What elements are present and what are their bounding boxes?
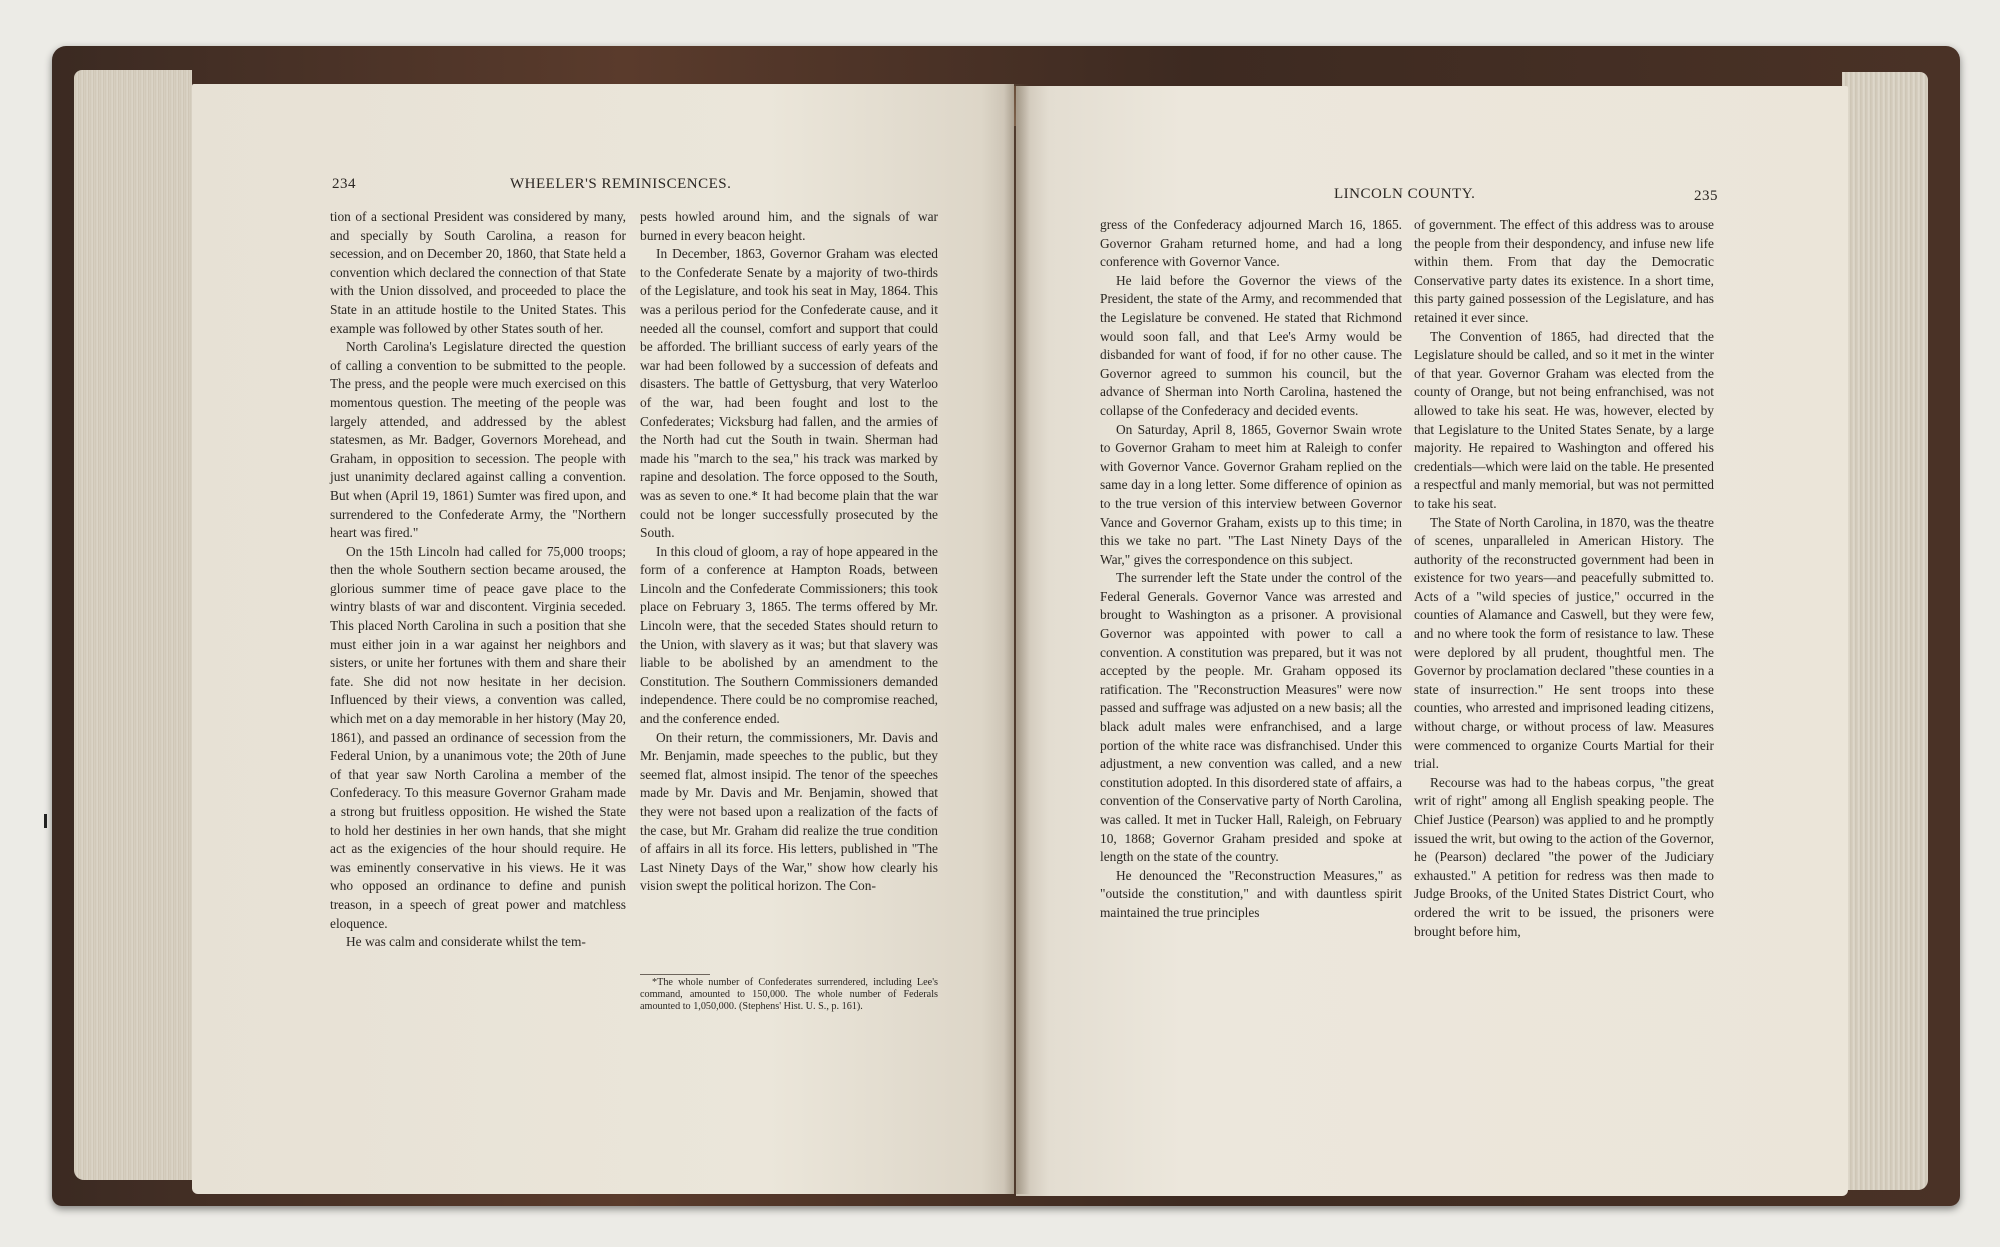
paragraph: In this cloud of gloom, a ray of hope appeared in the form of a conference at Hampton Roads, between Lincoln and the Confederate Commissioners; this took place on February 3, 1865. The terms offered by Mr. Lincoln were, that the seceded States should return to the Union, with slavery as it was; but that slavery was liable to be abolished by an amendment to the Constitution. The Southern Commissioners demanded independence. There could be no compromise reached, and the conference ended. bbox=[640, 543, 938, 727]
page-edges-left bbox=[74, 70, 192, 1180]
right-column-2 bbox=[1414, 216, 1714, 941]
right-column-1 bbox=[1100, 216, 1402, 923]
page-edges-right bbox=[1842, 72, 1928, 1190]
paragraph: In December, 1863, Governor Graham was elected to the Confederate Senate by a majority of two-thirds of the Legislature, and took his seat in May, 1864. This was a perilous period for the Confederate cause, and it needed all the counsel, comfort and support that could be afforded. The brilliant success of early years of the war had been followed by a succession of defeats and disasters. The battle of Gettysburg, that very Waterloo of the war, had been fought and lost to the Confederates; Vicksburg had fallen, and the armies of the North had cut the South in twain. Sherman had made his "march to the sea," his track was marked by rapine and desolation. The force opposed to the South, was as seven to one.* It had become plain that the war could not be longer successfully prosecuted by the South. bbox=[640, 246, 938, 541]
right-running-head: LINCOLN COUNTY. bbox=[1334, 186, 1476, 202]
paragraph: The surrender left the State under the control of the Federal Generals. Governor Vance was arrested and brought to Washington as a prisoner. A provisional Governor was appointed with power to call a convention. A constitution was prepared, but it was not accepted by the people. Mr. Graham opposed its ratification. The "Reconstruction Measures" were now passed and suffrage was adjusted on a new basis; all the black adult males were enfranchised, and a large portion of the white race was disfranchised. Under this adjustment, a new convention was called, and a new constitution adopted. In this disordered state of affairs, a convention of the Conservative party of North Carolina, was called. It met in Tucker Hall, Raleigh, on February 10, 1868; Governor Graham presided and spoke at length on the state of the country. bbox=[1100, 570, 1402, 865]
paragraph: On Saturday, April 8, 1865, Governor Swain wrote to Governor Graham to meet him at Raleigh to confer with Governor Vance. Governor Graham replied on the same day in a long letter. Some difference of opinion as to the true version of this interview between Governor Vance and Governor Graham, exists up to this time; in this we take no part. "The Last Ninety Days of the War," gives the correspondence on this subject. bbox=[1100, 421, 1402, 567]
paragraph: The State of North Carolina, in 1870, was the theatre of scenes, unparalleled in American History. The authority of the reconstructed government had been in existence for two years—and peacefully submitted to. Acts of a "wild species of justice," occurred in the counties of Alamance and Caswell, but they were few, and no where took the form of resistance to law. These were deplored by all prudent, thoughtful men. The Governor by proclamation declared "these counties in a state of insurrection." He sent troops into these counties, who arrested and imprisoned leading citizens, without charge, or without process of law. Measures were commenced to organize Courts Martial for their trial. bbox=[1414, 514, 1714, 772]
paragraph: of government. The effect of this address was to arouse the people from their despondency, and infuse new life within them. From that day the Democratic Conservative party dates its existence. In a short time, this party gained possession of the Legislature, and has retained it ever since. bbox=[1414, 217, 1714, 325]
right-page-number: 235 bbox=[1694, 188, 1718, 204]
gutter-shadow bbox=[1004, 84, 1030, 1194]
paragraph: pests howled around him, and the signals of war burned in every beacon height. bbox=[640, 209, 938, 243]
footnote-rule bbox=[640, 974, 710, 975]
edge-mark bbox=[44, 814, 47, 828]
paragraph: gress of the Confederacy adjourned March 16, 1865. Governor Graham returned home, and had a long conference with Governor Vance. bbox=[1100, 217, 1402, 270]
paragraph: He was calm and considerate whilst the tem- bbox=[346, 934, 586, 950]
footnote-text: *The whole number of Confederates surrendered, including Lee's command, amounted to 150,000. The whole number of Federals amounted to 1,050,000. (Stephens' Hist. U. S., p. 161). bbox=[640, 977, 938, 1012]
paragraph: Recourse was had to the habeas corpus, "the great writ of right" among all English speaking people. The Chief Justice (Pearson) was applied to and he promptly issued the writ, but owing to the action of the Governor, he (Pearson) declared "the power of the Judiciary exhausted." A petition for redress was then made to Judge Brooks, of the United States District Court, who ordered the writ to be issued, the prisoners were brought before him, bbox=[1414, 774, 1714, 939]
paragraph: He laid before the Governor the views of the President, the state of the Army, and recommended that the Legislature be convened. He stated that Richmond would soon fall, and that Lee's Army would be disbanded for want of food, if for no other cause. The Governor agreed to summon his council, but the advance of Sherman into North Carolina, hastened the collapse of the Confederacy and decided events. bbox=[1100, 272, 1402, 418]
left-running-head: WHEELER'S REMINISCENCES. bbox=[510, 176, 732, 192]
paragraph: On their return, the commissioners, Mr. Davis and Mr. Benjamin, made speeches to the public, but they seemed flat, almost insipid. The tenor of the speeches made by Mr. Davis and Mr. Benjamin, showed that they were not based upon a realization of the facts of the case, but Mr. Graham did realize the true condition of affairs in all its force. His letters, published in "The Last Ninety Days of the War," show how clearly his vision swept the political horizon. The Con- bbox=[640, 729, 938, 894]
left-column-1 bbox=[330, 208, 626, 952]
paragraph: North Carolina's Legislature directed the question of calling a convention to be submitted to the people. The press, and the people were much exercised on this momentous question. The meeting of the people was largely attended, and addressed by the ablest statesmen, as Mr. Badger, Governors Morehead, and Graham, in opposition to secession. The people with just unanimity declared against calling a convention. But when (April 19, 1861) Sumter was fired upon, and surrendered to the Confederate Army, the "Northern heart was fired." bbox=[330, 339, 626, 541]
left-column-2 bbox=[640, 208, 938, 896]
paragraph: tion of a sectional President was considered by many, and specially by South Carolina, a reason for secession, and on December 20, 1860, that State held a convention which declared the connection of that State with the Union dissolved, and proceeded to place the State in an attitude hostile to the United States. This example was followed by other States south of her. bbox=[330, 209, 626, 336]
paragraph: On the 15th Lincoln had called for 75,000 troops; then the whole Southern section became aroused, the glorious summer time of peace gave place to the wintry blasts of war and discontent. Virginia seceded. This placed North Carolina in such a position that she must either join in a war against her neighbors and sisters, or unite her fortunes with them and share their fate. She did not now hesitate in her decision. Influenced by their views, a convention was called, which met on a day memorable in her history (May 20, 1861), and passed an ordinance of secession from the Federal Union, by a unanimous vote; the 20th of June of that year saw North Carolina a member of the Confederacy. To this measure Governor Graham made a strong but fruitless opposition. He wished the State to hold her destinies in her own hands, that she might act as the exigencies of the hour should require. He was eminently conservative in his views. He it was who opposed an ordinance to define and punish treason, in a speech of great power and matchless eloquence. bbox=[330, 543, 626, 931]
paragraph: The Convention of 1865, had directed that the Legislature should be called, and so it met in the winter of that year. Governor Graham was elected from the county of Orange, but not being enfranchised, was not allowed to take his seat. He was, however, elected by that Legislature to the United States Senate, by a large majority. He repaired to Washington and offered his credentials—which were laid on the table. He presented a respectful and manly memorial, but was not permitted to take his seat. bbox=[1414, 328, 1714, 511]
paragraph: He denounced the "Reconstruction Measures," as "outside the constitution," and with dauntless spirit maintained the true principles bbox=[1100, 867, 1402, 920]
footnote bbox=[640, 977, 938, 1013]
left-page-number: 234 bbox=[332, 176, 356, 192]
